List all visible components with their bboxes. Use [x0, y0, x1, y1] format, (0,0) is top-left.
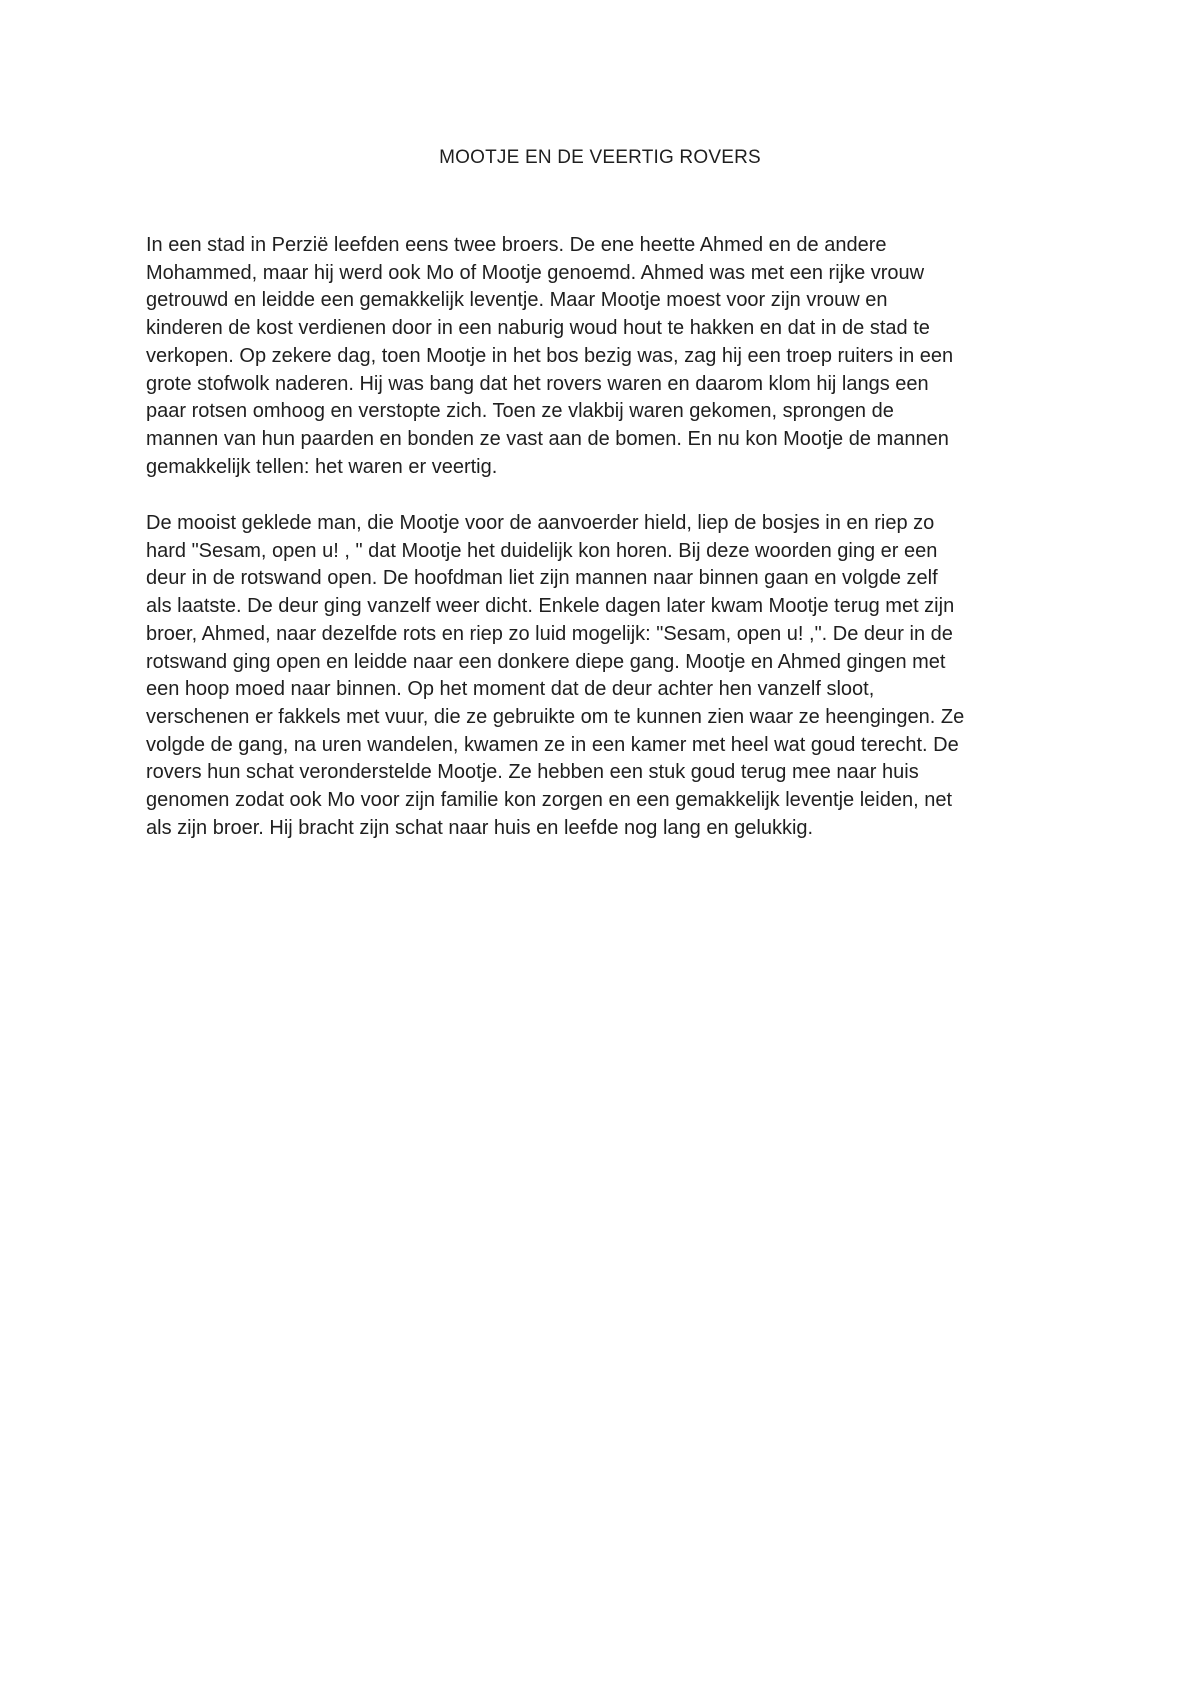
text-line: grote stofwolk naderen. Hij was bang dat het rovers waren en daarom klom hij langs een — [146, 372, 929, 395]
text-line: gemakkelijk tellen: het waren er veertig. — [146, 455, 498, 478]
text-line: paar rotsen omhoog en verstopte zich. Toen ze vlakbij waren gekomen, sprongen de — [146, 400, 894, 423]
paragraph-text — [146, 232, 1066, 481]
text-line: In een stad in Perzië leefden eens twee broers. De ene heette Ahmed en de andere — [146, 234, 887, 256]
text-line: verschenen er fakkels met vuur, die ze gebruikte om te kunnen zien waar ze heengingen. Ze — [146, 705, 965, 728]
paragraph-2 — [146, 510, 1066, 842]
text-line: mannen van hun paarden en bonden ze vast aan de bomen. En nu kon Mootje de mannen — [146, 427, 949, 450]
text-line: broer, Ahmed, naar dezelfde rots en riep zo luid mogelijk: "Sesam, open u! ,". De deur in de — [146, 622, 953, 645]
text-line: volgde de gang, na uren wandelen, kwamen ze in een kamer met heel wat goud terecht. De — [146, 733, 959, 756]
paragraph-text — [146, 510, 1066, 842]
text-line: hard "Sesam, open u! , " dat Mootje het duidelijk kon horen. Bij deze woorden ging er een — [146, 539, 938, 562]
text-line: deur in de rotswand open. De hoofdman liet zijn mannen naar binnen gaan en volgde zelf — [146, 567, 938, 590]
text-line: een hoop moed naar binnen. Op het moment dat de deur achter hen vanzelf sloot, — [146, 678, 875, 701]
text-line: genomen zodat ook Mo voor zijn familie kon zorgen en een gemakkelijk leventje leiden, net — [146, 789, 953, 812]
document-title: MOOTJE EN DE VEERTIG ROVERS — [439, 147, 761, 168]
text-line: verkopen. Op zekere dag, toen Mootje in het bos bezig was, zag hij een troep ruiters in een — [146, 344, 954, 367]
text-line: De mooist geklede man, die Mootje voor de aanvoerder hield, liep de bosjes in en riep zo — [146, 512, 935, 534]
text-line: getrouwd en leidde een gemakkelijk leventje. Maar Mootje moest voor zijn vrouw en — [146, 289, 888, 312]
text-line: rovers hun schat veronderstelde Mootje. Ze hebben een stuk goud terug mee naar huis — [146, 761, 919, 784]
text-line: rotswand ging open en leidde naar een donkere diepe gang. Mootje en Ahmed gingen met — [146, 650, 946, 673]
text-line: als zijn broer. Hij bracht zijn schat naar huis en leefde nog lang en gelukkig. — [146, 816, 814, 839]
text-line: als laatste. De deur ging vanzelf weer dicht. Enkele dagen later kwam Mootje terug met zijn — [146, 595, 955, 618]
paragraph-1 — [146, 232, 1066, 481]
text-line: kinderen de kost verdienen door in een naburig woud hout te hakken en dat in de stad te — [146, 317, 930, 340]
text-line: Mohammed, maar hij werd ook Mo of Mootje genoemd. Ahmed was met een rijke vrouw — [146, 261, 925, 284]
